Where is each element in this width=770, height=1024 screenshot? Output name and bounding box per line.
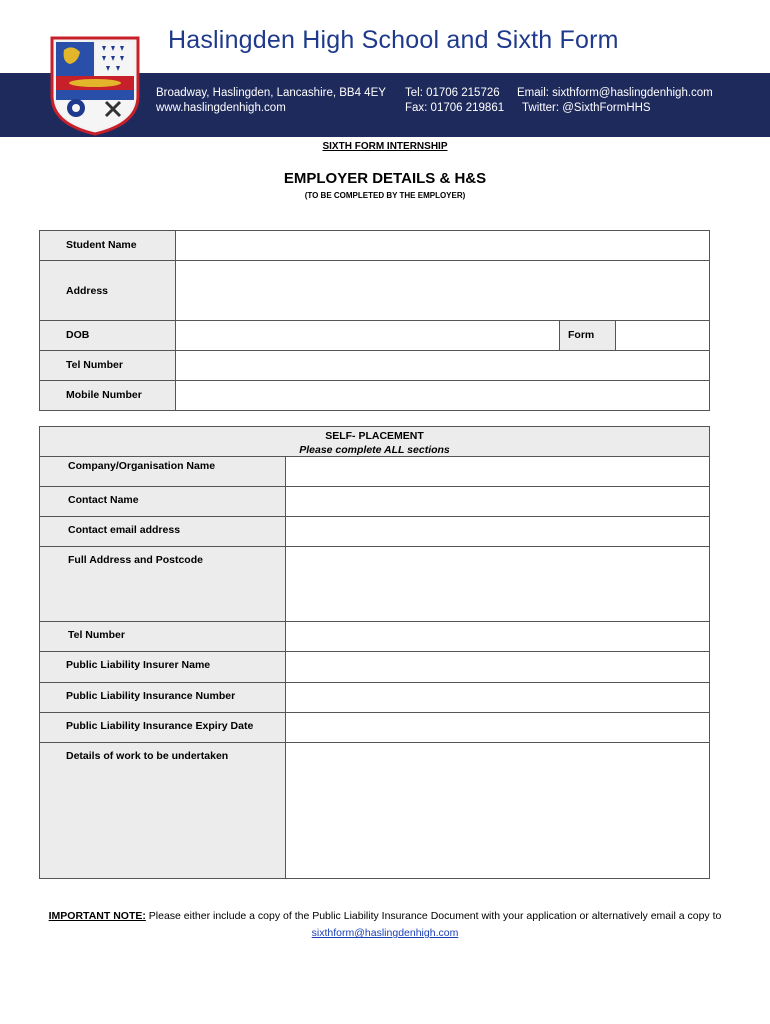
mobile-number-field[interactable] bbox=[176, 381, 710, 411]
important-note-text: Please either include a copy of the Public Liability Insurance Document with your application or alternatively email a copy to bbox=[145, 910, 722, 922]
full-address-label: Full Address and Postcode bbox=[40, 547, 286, 622]
document-subtitle: (TO BE COMPLETED BY THE EMPLOYER) bbox=[304, 191, 466, 200]
insurer-name-field[interactable] bbox=[286, 652, 710, 683]
company-name-field[interactable] bbox=[286, 457, 710, 487]
school-email[interactable]: Email: sixthform@haslingdenhigh.com bbox=[517, 87, 713, 99]
school-fax: Fax: 01706 219861 bbox=[405, 102, 505, 114]
insurer-name-label: Public Liability Insurer Name bbox=[40, 652, 286, 683]
school-twitter[interactable]: Twitter: @SixthFormHHS bbox=[522, 102, 651, 114]
important-note bbox=[20, 908, 750, 942]
tel-number-field[interactable] bbox=[176, 351, 710, 381]
school-name: Haslingden High School and Sixth Form bbox=[168, 26, 619, 54]
contact-name-label: Contact Name bbox=[40, 487, 286, 517]
company-tel-field[interactable] bbox=[286, 622, 710, 652]
important-note-label: IMPORTANT NOTE: bbox=[48, 910, 146, 922]
contact-name-field[interactable] bbox=[286, 487, 710, 517]
section-label: SIXTH FORM INTERNSHIP bbox=[322, 141, 448, 152]
contact-email-field[interactable] bbox=[286, 517, 710, 547]
self-placement-table bbox=[39, 426, 710, 879]
insurance-number-field[interactable] bbox=[286, 683, 710, 713]
self-placement-heading bbox=[40, 427, 710, 457]
self-placement-instruction: Please complete ALL sections bbox=[299, 444, 450, 456]
self-placement-title: SELF- PLACEMENT bbox=[325, 430, 424, 442]
work-details-label: Details of work to be undertaken bbox=[40, 743, 286, 879]
school-address: Broadway, Haslingden, Lancashire, BB4 4EY bbox=[156, 87, 386, 99]
contact-email-label: Contact email address bbox=[40, 517, 286, 547]
form-label: Form bbox=[560, 321, 616, 351]
address-field[interactable] bbox=[176, 261, 710, 321]
school-crest-icon bbox=[50, 36, 140, 136]
dob-field[interactable] bbox=[176, 321, 560, 351]
insurance-expiry-label: Public Liability Insurance Expiry Date bbox=[40, 713, 286, 743]
form-field[interactable] bbox=[616, 321, 710, 351]
student-name-field[interactable] bbox=[176, 231, 710, 261]
student-name-label: Student Name bbox=[40, 231, 176, 261]
sixthform-email-link[interactable]: sixthform@haslingdenhigh.com bbox=[311, 927, 459, 939]
full-address-field[interactable] bbox=[286, 547, 710, 622]
school-website[interactable]: www.haslingdenhigh.com bbox=[156, 102, 286, 114]
insurance-number-label: Public Liability Insurance Number bbox=[40, 683, 286, 713]
dob-label: DOB bbox=[40, 321, 176, 351]
student-details-table bbox=[39, 230, 710, 411]
document-title: EMPLOYER DETAILS & H&S bbox=[283, 170, 487, 187]
company-name-label: Company/Organisation Name bbox=[40, 457, 286, 487]
address-label: Address bbox=[40, 261, 176, 321]
insurance-expiry-field[interactable] bbox=[286, 713, 710, 743]
work-details-field[interactable] bbox=[286, 743, 710, 879]
company-tel-label: Tel Number bbox=[40, 622, 286, 652]
tel-number-label: Tel Number bbox=[40, 351, 176, 381]
mobile-number-label: Mobile Number bbox=[40, 381, 176, 411]
school-tel: Tel: 01706 215726 bbox=[405, 87, 500, 99]
